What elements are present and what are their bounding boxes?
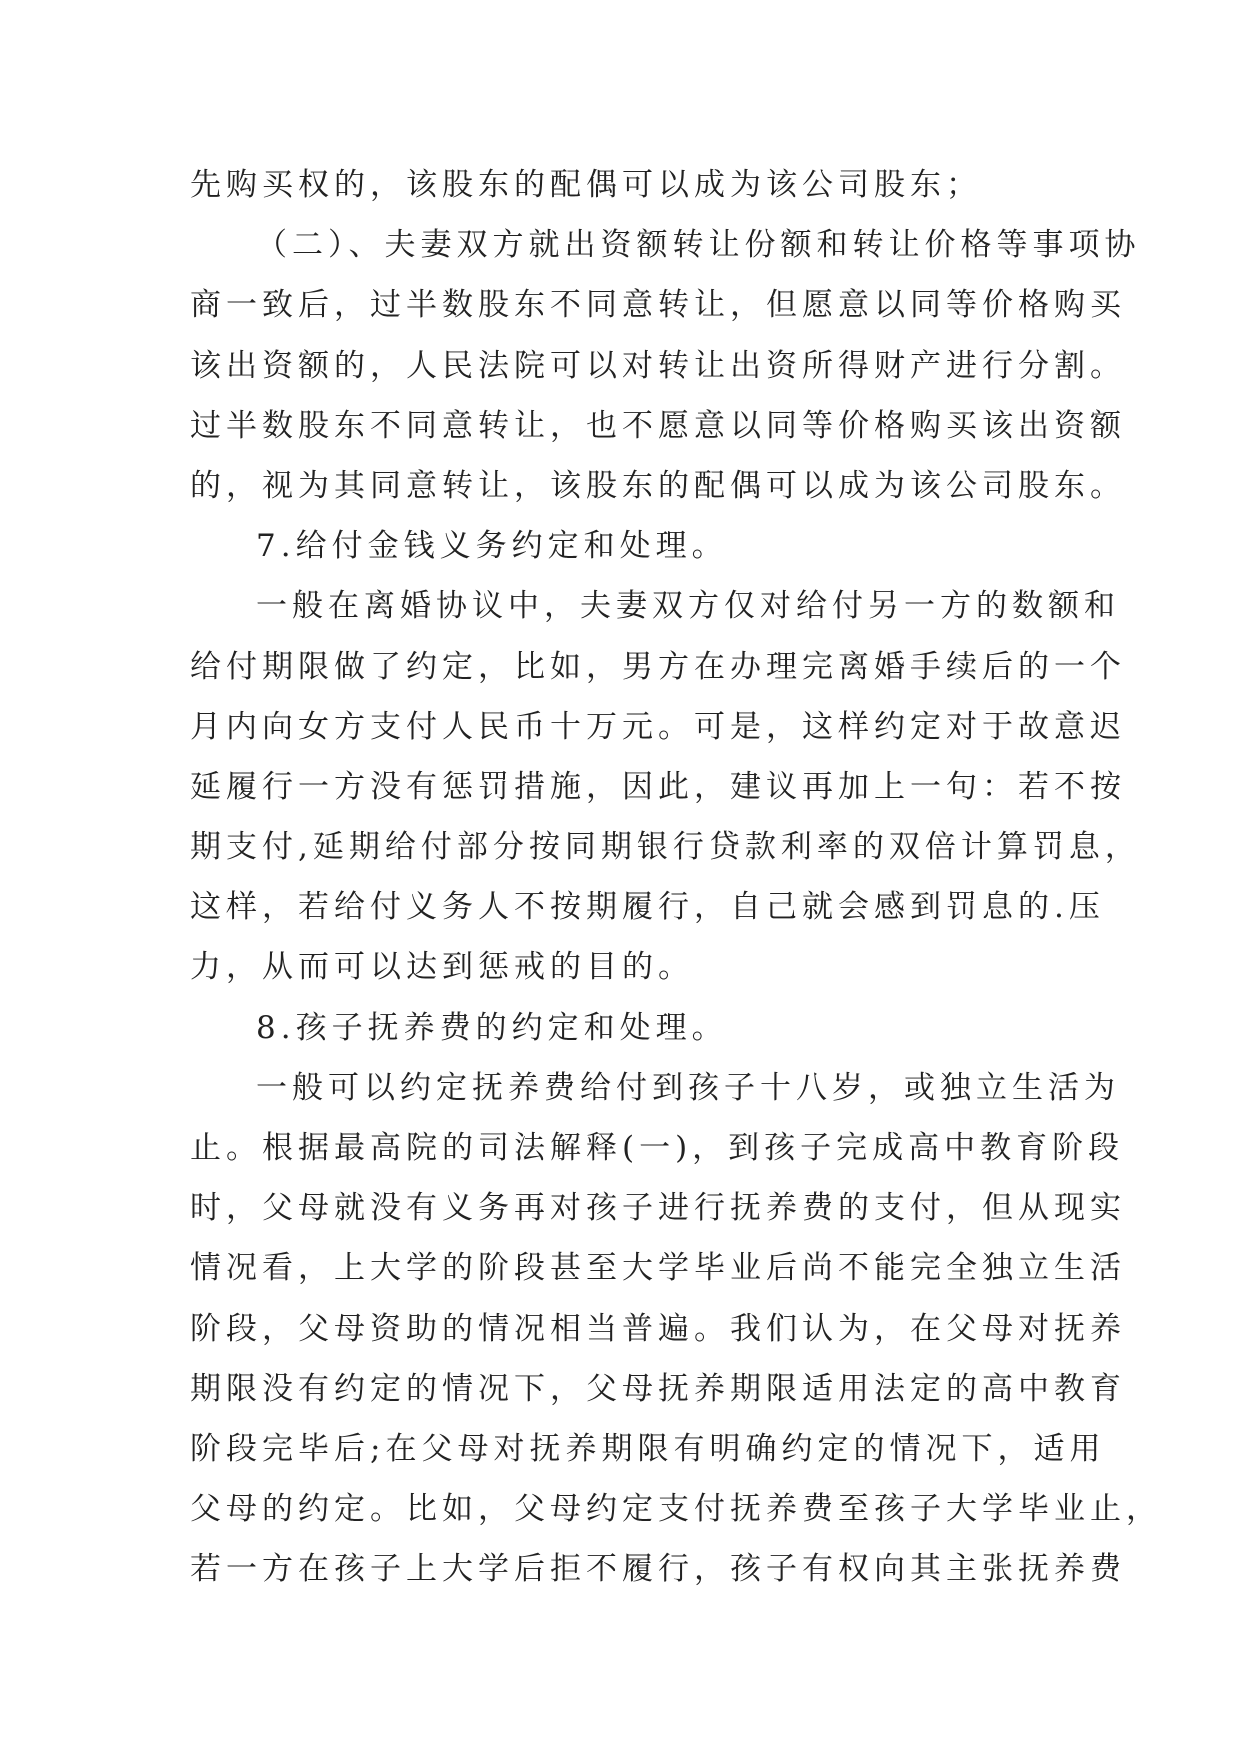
text-line: 一般可以约定抚养费给付到孩子十八岁，或独立生活为 [256,1069,1120,1106]
text-line: 商一致后，过半数股东不同意转让，但愿意以同等价格购买 [190,287,1126,324]
text-line: 该出资额的，人民法院可以对转让出资所得财产进行分割。 [190,347,1126,384]
text-line: 阶段完毕后;在父母对抚养期限有明确约定的情况下，适用 [190,1430,1106,1467]
text-line: 延履行一方没有惩罚措施，因此，建议再加上一句：若不按 [190,768,1126,805]
text-line: 力，从而可以达到惩戒的目的。 [190,949,694,986]
text-line: 止。根据最高院的司法解释(一)，到孩子完成高中教育阶段 [190,1130,1125,1166]
text-line: 一般在离婚协议中，夫妻双方仅对给付另一方的数额和 [256,588,1120,625]
document-body [190,155,1162,1600]
text-line: 父母的约定。比如，父母约定支付抚养费至孩子大学毕业止， [190,1491,1162,1528]
text-line: 若一方在孩子上大学后拒不履行，孩子有权向其主张抚养费 [190,1551,1126,1588]
text-line: 过半数股东不同意转让，也不愿意以同等价格购买该出资额 [190,407,1126,444]
section-heading: 7.给付金钱义务约定和处理。 [256,528,728,565]
text-line: 的，视为其同意转让，该股东的配偶可以成为该公司股东。 [190,467,1126,504]
text-line: 时，父母就没有义务再对孩子进行抚养费的支付，但从现实 [190,1190,1126,1227]
text-line: 期支付,延期给付部分按同期银行贷款利率的双倍计算罚息， [190,829,1141,866]
text-line: （二）、夫妻双方就出资额转让份额和转让价格等事项协 [256,227,1141,264]
text-line: 月内向女方支付人民币十万元。可是，这样约定对于故意迟 [190,708,1126,745]
text-line: 期限没有约定的情况下，父母抚养期限适用法定的高中教育 [190,1370,1126,1407]
text-line: 给付期限做了约定，比如，男方在办理完离婚手续后的一个 [190,648,1126,685]
text-line: 先购买权的，该股东的配偶可以成为该公司股东； [190,167,982,203]
text-line: 这样，若给付义务人不按期履行，自己就会感到罚息的.压 [190,889,1105,926]
text-line: 阶段，父母资助的情况相当普遍。我们认为，在父母对抚养 [190,1310,1126,1347]
text-line: 情况看，上大学的阶段甚至大学毕业后尚不能完全独立生活 [190,1250,1126,1287]
section-heading: 8.孩子抚养费的约定和处理。 [256,1009,728,1046]
